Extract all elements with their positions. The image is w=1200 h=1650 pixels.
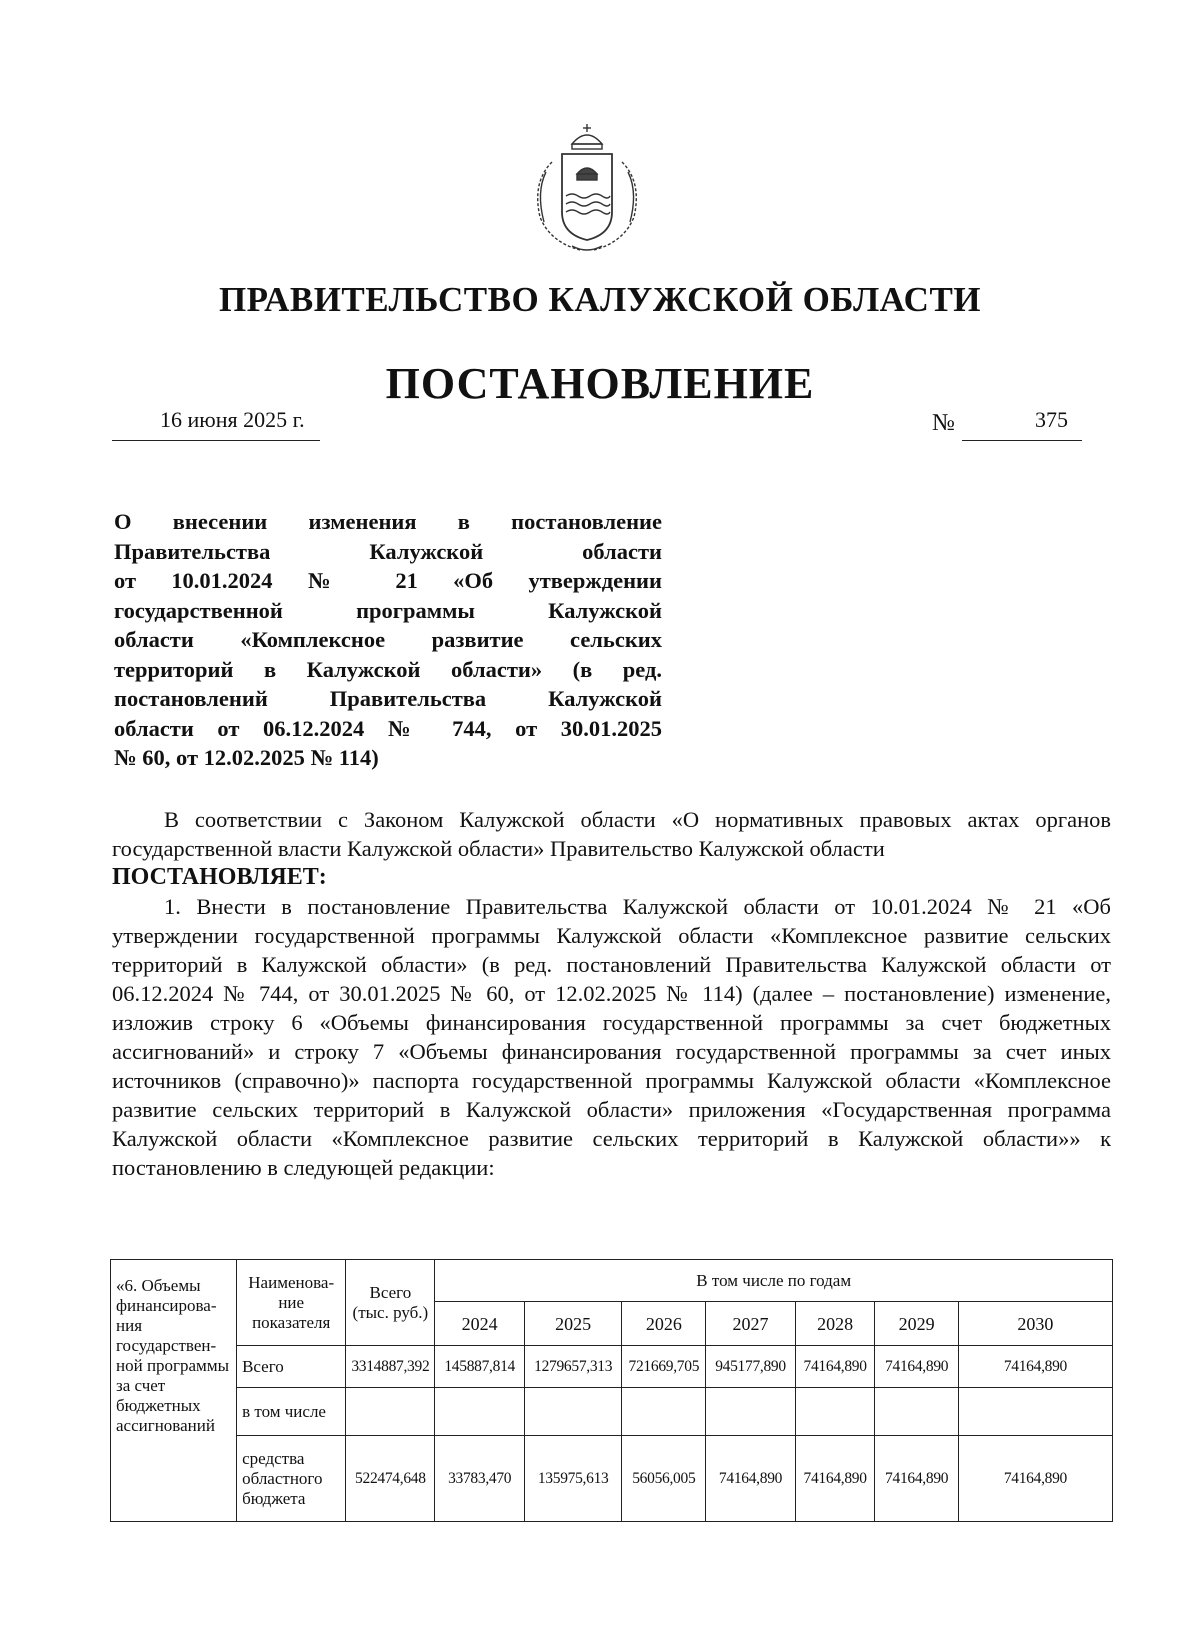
item-1-paragraph: 1. Внести в постановление Правительства Калужской области от 10.01.2024 № 21 «Об утверждении государственной программы Калужской области «Комплексное развитие сельских территорий в Калужской области» (в ред. постановлений Правительства Калужской области от 06.12.2024 № 744, от 30.01.2025 № 60, от 12.02.2025 № 114) (далее – постановление) изменение, изложив строку 6 «Объемы финансирования государственной программы за счет бюджетных ассигнований» и строку 7 «Объемы финансирования государственной программы за счет иных источников (справочно)» паспорта государственной программы Калужской области «Комплексное развитие сельских территорий в Калужской области» приложения «Государственная программа Калужской области «Комплексное развитие сельских территорий в Калужской области»» к постановлению в следующей редакции: xyxy=(112,894,1111,1180)
cell-value: 1279657,313 xyxy=(524,1346,621,1388)
intro-paragraph: В соответствии с Законом Калужской области «О нормативных правовых актах органов государственной власти Калужской области» Правительство Калужской области xyxy=(112,807,1111,861)
document-body xyxy=(112,805,1111,1182)
cell-value: 74164,890 xyxy=(958,1346,1112,1388)
cell-value xyxy=(524,1388,621,1436)
year-header: 2028 xyxy=(795,1302,875,1346)
total-header: Всего (тыс. руб.) xyxy=(346,1260,435,1346)
year-header: 2029 xyxy=(875,1302,958,1346)
row-total: 522474,648 xyxy=(346,1436,435,1522)
cell-value: 945177,890 xyxy=(706,1346,796,1388)
row-label: в том числе xyxy=(237,1388,346,1436)
row-total xyxy=(346,1388,435,1436)
indicator-header: Наименова-ние показателя xyxy=(237,1260,346,1346)
title-line: № 60, от 12.02.2025 № 114) xyxy=(114,745,379,770)
years-group-header: В том числе по годам xyxy=(435,1260,1113,1302)
decree-word: ПОСТАНОВЛЯЕТ: xyxy=(112,864,327,890)
table-row xyxy=(111,1436,1113,1522)
cell-value: 74164,890 xyxy=(958,1436,1112,1522)
cell-value xyxy=(795,1388,875,1436)
coat-of-arms-emblem xyxy=(522,122,652,258)
cell-value: 56056,005 xyxy=(622,1436,706,1522)
cell-value xyxy=(622,1388,706,1436)
year-header: 2030 xyxy=(958,1302,1112,1346)
cell-value: 74164,890 xyxy=(706,1436,796,1522)
cell-value: 721669,705 xyxy=(622,1346,706,1388)
title-line: О внесении изменения в постановление xyxy=(114,509,662,534)
organization-name: ПРАВИТЕЛЬСТВО КАЛУЖСКОЙ ОБЛАСТИ xyxy=(218,280,982,319)
row-label: Всего xyxy=(237,1346,346,1388)
year-header: 2026 xyxy=(622,1302,706,1346)
cell-value xyxy=(875,1388,958,1436)
document-date: 16 июня 2025 г. xyxy=(112,407,320,441)
title-line: государственной программы Калужской xyxy=(114,597,662,623)
title-line: от 10.01.2024 № 21 «Об утверждении xyxy=(114,568,662,593)
title-line: области от 06.12.2024 № 744, от 30.01.2025 xyxy=(114,715,662,741)
cell-value: 74164,890 xyxy=(875,1436,958,1522)
cell-value: 135975,613 xyxy=(524,1436,621,1522)
cell-value xyxy=(706,1388,796,1436)
cell-value xyxy=(958,1388,1112,1436)
number-sign: № xyxy=(932,410,955,436)
row-label: средства областного бюджета xyxy=(237,1436,346,1522)
financing-table xyxy=(110,1259,1113,1522)
title-line: территорий в Калужской области» (в ред. xyxy=(114,656,662,682)
document-type: ПОСТАНОВЛЕНИЕ xyxy=(385,359,815,408)
cell-value: 74164,890 xyxy=(875,1346,958,1388)
year-header: 2025 xyxy=(524,1302,621,1346)
row-total: 3314887,392 xyxy=(346,1346,435,1388)
cell-value: 145887,814 xyxy=(435,1346,525,1388)
cell-value: 74164,890 xyxy=(795,1436,875,1522)
year-header: 2024 xyxy=(435,1302,525,1346)
cell-value: 33783,470 xyxy=(435,1436,525,1522)
title-line: Правительства Калужской области xyxy=(114,538,662,564)
document-number: 375 xyxy=(962,407,1082,441)
cell-value xyxy=(435,1388,525,1436)
title-line: постановлений Правительства Калужской xyxy=(114,686,662,711)
row-title-cell: «6. Объемы финансирова-ния государствен-ной программы за счет бюджетных ассигнований xyxy=(111,1260,237,1522)
table-row xyxy=(111,1388,1113,1436)
year-header: 2027 xyxy=(706,1302,796,1346)
document-title xyxy=(114,507,662,773)
title-line: области «Комплексное развитие сельских xyxy=(114,627,662,652)
table-row xyxy=(111,1346,1113,1388)
cell-value: 74164,890 xyxy=(795,1346,875,1388)
